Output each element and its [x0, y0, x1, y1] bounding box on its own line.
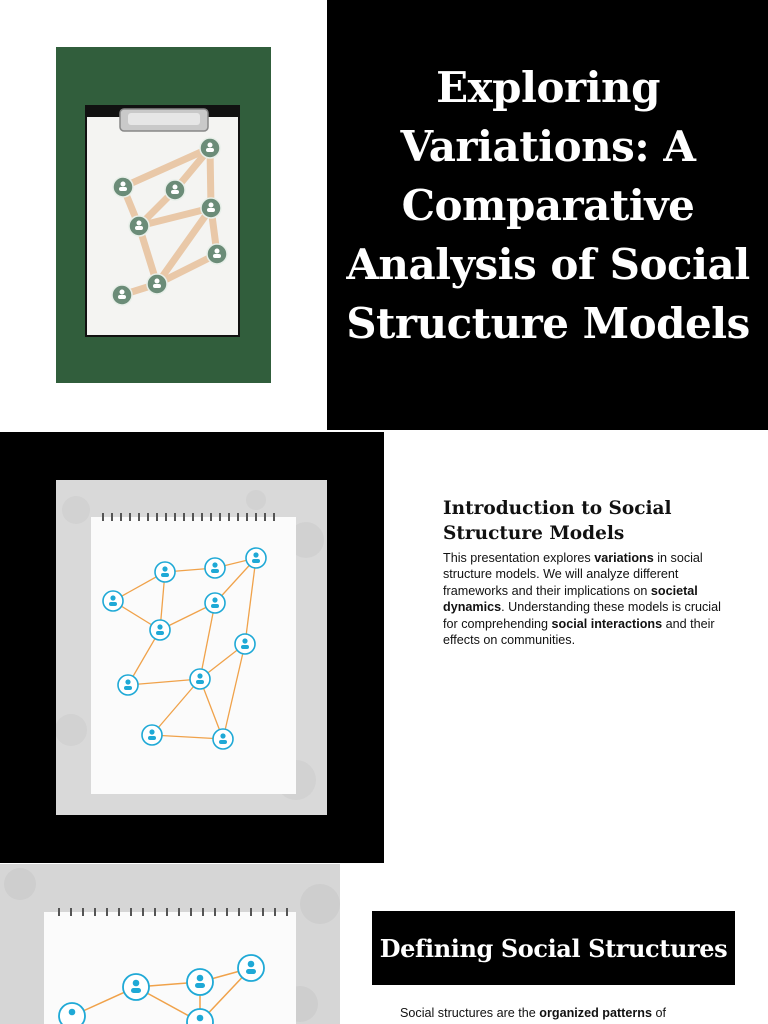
notepad-network-image-2 — [0, 864, 340, 1024]
notepad-network-icon — [0, 864, 340, 1024]
section-heading: Introduction to Social Structure Models — [443, 498, 672, 544]
section-body-text: Social structures are the organized patterns of — [400, 1006, 666, 1020]
notepad-network-image — [56, 480, 327, 815]
page-title: Exploring Variations: A Comparative Analysis of Social Structure Models — [346, 63, 750, 348]
clipboard-network-image — [56, 47, 271, 383]
section-heading: Defining Social Structures — [379, 933, 728, 963]
notepad-network-icon — [56, 480, 327, 815]
section-heading-banner — [372, 911, 735, 985]
clipboard-network-icon — [56, 47, 271, 383]
section-body-text: This presentation explores variations in social structure models. We will analyze different frameworks and their implications on societal dynamics. Understanding these models is crucial for comprehending social interactions and their effects on communities. — [443, 551, 721, 648]
